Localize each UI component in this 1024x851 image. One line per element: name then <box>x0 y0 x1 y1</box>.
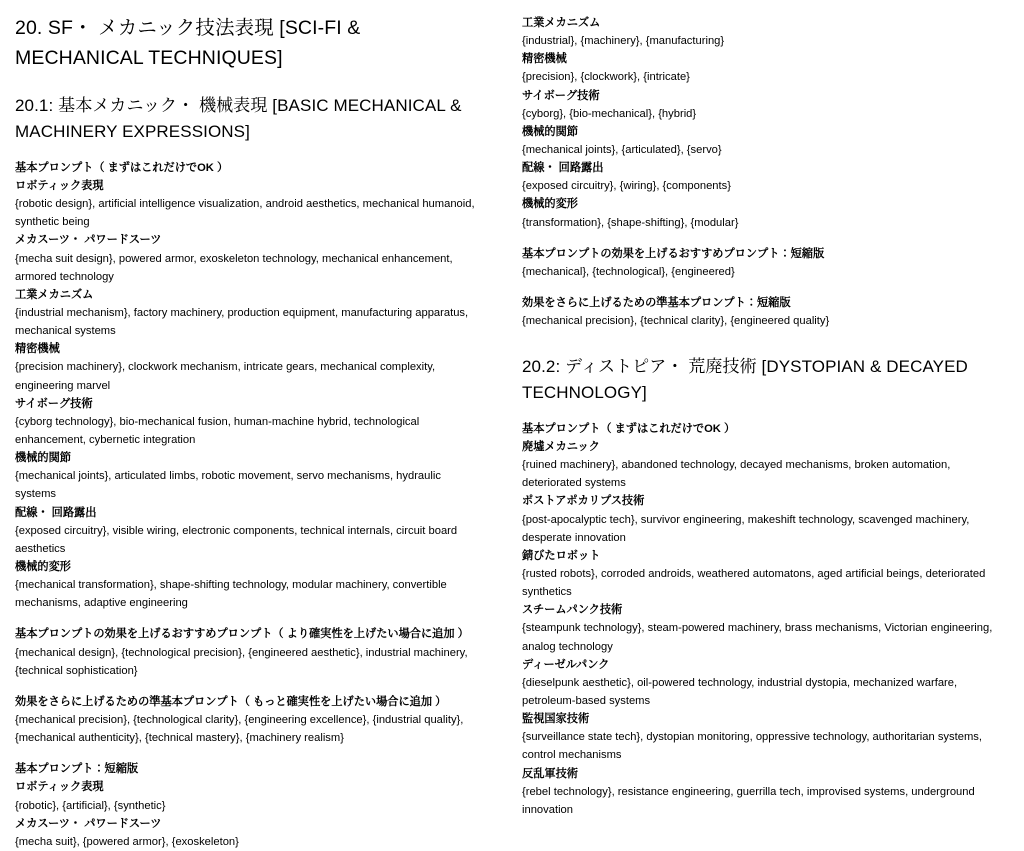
entry-term: 機械的変形 <box>15 561 71 573</box>
entry-desc: {post-apocalyptic tech}, survivor engineering, makeshift technology, scavenged machinery, desperate innovation <box>522 513 970 544</box>
entry-term: ロボティック表現 <box>15 781 104 794</box>
entry-term: メカスーツ・ パワードスーツ <box>15 817 162 830</box>
entry-term: 配線・ 回路露出 <box>522 162 604 175</box>
entry-desc: {robotic design}, artificial intelligence visualization, android aesthetics, mechanical humanoid, synthetic being <box>15 198 475 229</box>
entry-term: スチームパンク技術 <box>522 604 623 617</box>
entry-term: 工業メカニズム <box>522 17 601 29</box>
recommended-prompt-lead: 基本プロンプトの効果を上げるおすすめプロンプト（ より確実性を上げたい場合に追加 ） <box>15 628 469 641</box>
block-semi-basic-prompt-short <box>522 294 1006 330</box>
entry-term: 配線・ 回路露出 <box>15 506 97 519</box>
entry-term: 廃墟メカニック <box>522 441 600 454</box>
entry-term: 錆びたロボット <box>522 549 601 562</box>
entry-desc: {exposed circuitry}, {wiring}, {components} <box>522 180 731 193</box>
block-recommended-prompt-short <box>522 245 1006 281</box>
basic-prompt-lead: 基本プロンプト（ まずはこれだけでOK ） <box>15 161 229 174</box>
entry-desc: {industrial}, {machinery}, {manufacturing} <box>522 35 725 48</box>
section-heading-20-2: 20.2: ディストピア・ 荒廃技術 [DYSTOPIAN & DECAYED TECHNOLOGY] <box>522 357 968 403</box>
semi-basic-prompt-short-lead: 効果をさらに上げるための準基本プロンプト：短縮版 <box>522 296 791 309</box>
basic-prompt-lead-20-2: 基本プロンプト（ まずはこれだけでOK ） <box>522 422 736 435</box>
block-basic-prompt-short-continued <box>522 14 1006 232</box>
basic-prompt-entries <box>15 177 480 612</box>
page-title: 20. SF・ メカニック技法表現 [SCI-FI & MECHANICAL TECHNIQUES] <box>15 17 361 69</box>
entry-term: 機械的変形 <box>522 198 578 211</box>
entry-term: サイボーグ技術 <box>522 89 600 102</box>
block-recommended-prompt-20-1 <box>15 625 480 679</box>
basic-prompt-short-entries-right <box>522 14 1006 232</box>
entry-desc: {mecha suit}, {powered armor}, {exoskeleton} <box>15 835 239 848</box>
block-semi-basic-prompt-20-1 <box>15 693 480 747</box>
entry-desc: {steampunk technology}, steam-powered machinery, brass mechanisms, Victorian engineering, analog technology <box>522 622 993 653</box>
entry-term: 機械的関節 <box>522 125 578 138</box>
entry-term: ロボティック表現 <box>15 180 104 193</box>
entry-desc: {ruined machinery}, abandoned technology, decayed mechanisms, broken automation, deteriorated systems <box>522 459 951 490</box>
entry-desc: {dieselpunk aesthetic}, oil-powered technology, industrial dystopia, mechanized warfare, petroleum-based systems <box>522 676 958 708</box>
basic-prompt-short-entries-left <box>15 778 480 851</box>
entry-desc: {surveillance state tech}, dystopian monitoring, oppressive technology, authoritarian systems, control mechanisms <box>522 731 982 762</box>
section-heading-20-1: 20.1: 基本メカニック・ 機械表現 [BASIC MECHANICAL & MACHINERY EXPRESSIONS] <box>15 96 462 142</box>
recommended-prompt-short-desc: {mechanical}, {technological}, {engineered} <box>522 265 735 278</box>
entry-term: 精密機械 <box>522 53 567 66</box>
entry-desc: {mechanical transformation}, shape-shifting technology, modular machinery, convertible mechanisms, adaptive engineering <box>15 579 447 610</box>
entry-term: メカスーツ・ パワードスーツ <box>15 234 162 247</box>
entry-desc: {mecha suit design}, powered armor, exoskeleton technology, mechanical enhancement, armored technology <box>15 252 453 283</box>
block-basic-prompt-short-20-1 <box>15 760 480 851</box>
basic-prompt-short-lead: 基本プロンプト：短縮版 <box>15 763 139 776</box>
entry-term: 監視国家技術 <box>522 713 590 726</box>
basic-prompt-entries-20-2 <box>522 438 1006 819</box>
entry-desc: {mechanical joints}, {articulated}, {servo} <box>522 143 722 156</box>
entry-desc: {rebel technology}, resistance engineering, guerrilla tech, improvised systems, underground innovation <box>522 785 975 816</box>
entry-desc: {robotic}, {artificial}, {synthetic} <box>15 799 166 812</box>
entry-desc: {cyborg}, {bio-mechanical}, {hybrid} <box>522 107 697 120</box>
entry-term: 反乱軍技術 <box>522 767 578 780</box>
entry-term: 精密機械 <box>15 343 60 356</box>
recommended-prompt-desc: {mechanical design}, {technological precision}, {engineered aesthetic}, industrial machinery, {technical sophistication} <box>15 646 468 677</box>
semi-basic-prompt-desc: {mechanical precision}, {technological clarity}, {engineering excellence}, {industrial quality}, {mechanical authenticity}, {technical mastery}, {machinery realism} <box>15 713 464 745</box>
entry-desc: {industrial mechanism}, factory machinery, production equipment, manufacturing apparatus, mechanical systems <box>15 307 469 338</box>
entry-desc: {mechanical joints}, articulated limbs, robotic movement, servo mechanisms, hydraulic systems <box>15 470 441 501</box>
section-spacer <box>522 343 1006 354</box>
entry-term: ポストアポカリプス技術 <box>522 495 645 508</box>
entry-term: サイボーグ技術 <box>15 397 93 410</box>
block-basic-prompt-20-1 <box>15 159 480 613</box>
recommended-prompt-short-lead: 基本プロンプトの効果を上げるおすすめプロンプト：短縮版 <box>522 247 825 260</box>
block-basic-prompt-20-2 <box>522 420 1006 819</box>
semi-basic-prompt-short-desc: {mechanical precision}, {technical clarity}, {engineered quality} <box>522 315 830 328</box>
semi-basic-prompt-lead: 効果をさらに上げるための準基本プロンプト（ もっと確実性を上げたい場合に追加 ） <box>15 695 447 708</box>
column-right <box>512 0 1024 819</box>
entry-term: ディーゼルパンク <box>522 658 610 671</box>
entry-desc: {cyborg technology}, bio-mechanical fusion, human-machine hybrid, technological enhancement, cybernetic integration <box>15 415 420 447</box>
entry-desc: {rusted robots}, corroded androids, weathered automatons, aged artificial beings, deteriorated synthetics <box>522 568 986 599</box>
entry-term: 機械的関節 <box>15 452 71 465</box>
entry-term: 工業メカニズム <box>15 288 94 301</box>
entry-desc: {precision}, {clockwork}, {intricate} <box>522 71 690 84</box>
entry-desc: {exposed circuitry}, visible wiring, electronic components, technical internals, circuit board aesthetics <box>15 524 458 555</box>
entry-desc: {transformation}, {shape-shifting}, {modular} <box>522 216 739 229</box>
entry-desc: {precision machinery}, clockwork mechanism, intricate gears, mechanical complexity, engineering marvel <box>15 361 436 392</box>
